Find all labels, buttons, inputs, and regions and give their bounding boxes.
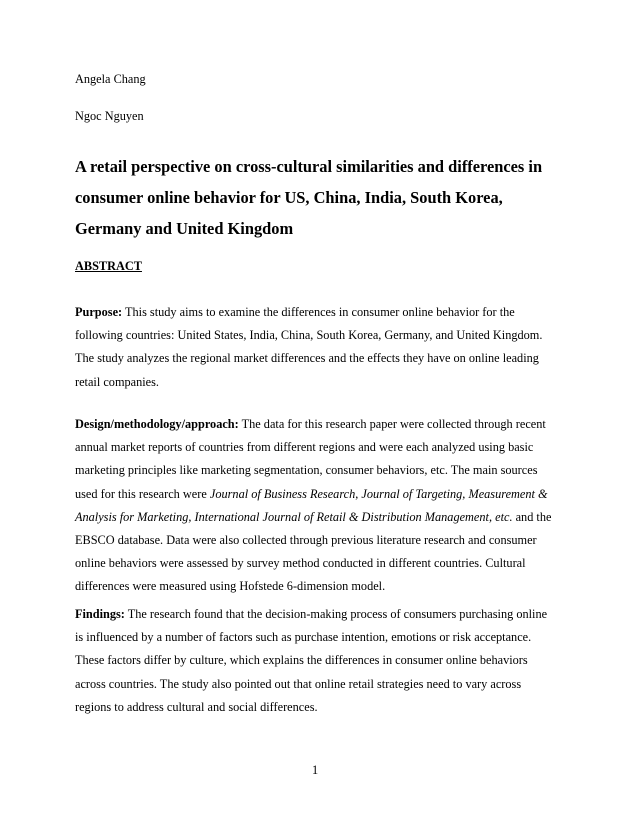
- journal-title: Journal of Business Research: [209, 486, 356, 501]
- paragraph-line: [75, 483, 575, 506]
- journal-title: Analysis for Marketing, International Journal of Retail & Distribution Management, etc.: [75, 509, 513, 524]
- findings-label: Findings:: [75, 607, 125, 621]
- title-line: consumer online behavior for US, China, India, South Korea,: [75, 188, 503, 207]
- paragraph-line: across countries. The study also pointed out that online retail strategies need to vary across: [75, 676, 522, 691]
- paper-title: [75, 151, 575, 244]
- paragraph-text: The research found that the decision-making process of consumers purchasing online: [124, 607, 548, 621]
- design-paragraph: [75, 413, 575, 599]
- page-number: 1: [312, 763, 319, 777]
- paragraph-line: These factors differ by culture, which explains the differences in consumer online behaviors: [75, 653, 528, 668]
- paragraph-line: [75, 506, 575, 529]
- paragraph-text: ,: [355, 486, 362, 501]
- paragraph-line: [75, 413, 575, 436]
- paragraph-line: [75, 603, 575, 626]
- design-label: Design/methodology/approach:: [75, 417, 239, 431]
- title-line: A retail perspective on cross-cultural similarities and differences in: [75, 157, 543, 176]
- author-name: Angela Chang: [75, 72, 146, 86]
- journal-title: Journal of Targeting, Measurement &: [361, 486, 548, 501]
- paragraph-text: The data for this research paper were collected through recent: [238, 417, 546, 431]
- paragraph-line: following countries: United States, India, China, South Korea, Germany, and United Kingdom.: [75, 328, 543, 343]
- paragraph-line: annual market reports of countries from different regions and were each analyzed using basic: [75, 440, 534, 455]
- paragraph-line: retail companies.: [75, 374, 159, 389]
- findings-paragraph: [75, 603, 575, 719]
- paragraph-line: differences were measured using Hofstede 6-dimension model.: [75, 579, 386, 594]
- paragraph-text: and the: [512, 509, 552, 524]
- paragraph-line: The study analyzes the regional market differences and the effects they have on online leading: [75, 351, 539, 366]
- purpose-paragraph: [75, 301, 575, 394]
- purpose-label: Purpose:: [75, 305, 123, 319]
- paragraph-line: is influenced by a number of factors such as purchase intention, emotions or risk acceptance.: [75, 630, 532, 645]
- paragraph-line: online behaviors were assessed by survey method conducted in different countries. Cultural: [75, 556, 526, 571]
- paragraph-line: regions to address cultural and social differences.: [75, 699, 318, 714]
- paragraph-text: used for this research were: [75, 486, 210, 501]
- title-line: Germany and United Kingdom: [75, 219, 294, 238]
- paragraph-text: This study aims to examine the differences in consumer online behavior for the: [122, 305, 515, 319]
- author-name: Ngoc Nguyen: [75, 109, 144, 123]
- paragraph-line: [75, 301, 575, 324]
- abstract-heading: ABSTRACT: [75, 259, 142, 273]
- paragraph-line: marketing principles like marketing segmentation, consumer behaviors, etc. The main sources: [75, 463, 538, 478]
- paragraph-line: EBSCO database. Data were also collected through previous literature research and consumer: [75, 533, 537, 548]
